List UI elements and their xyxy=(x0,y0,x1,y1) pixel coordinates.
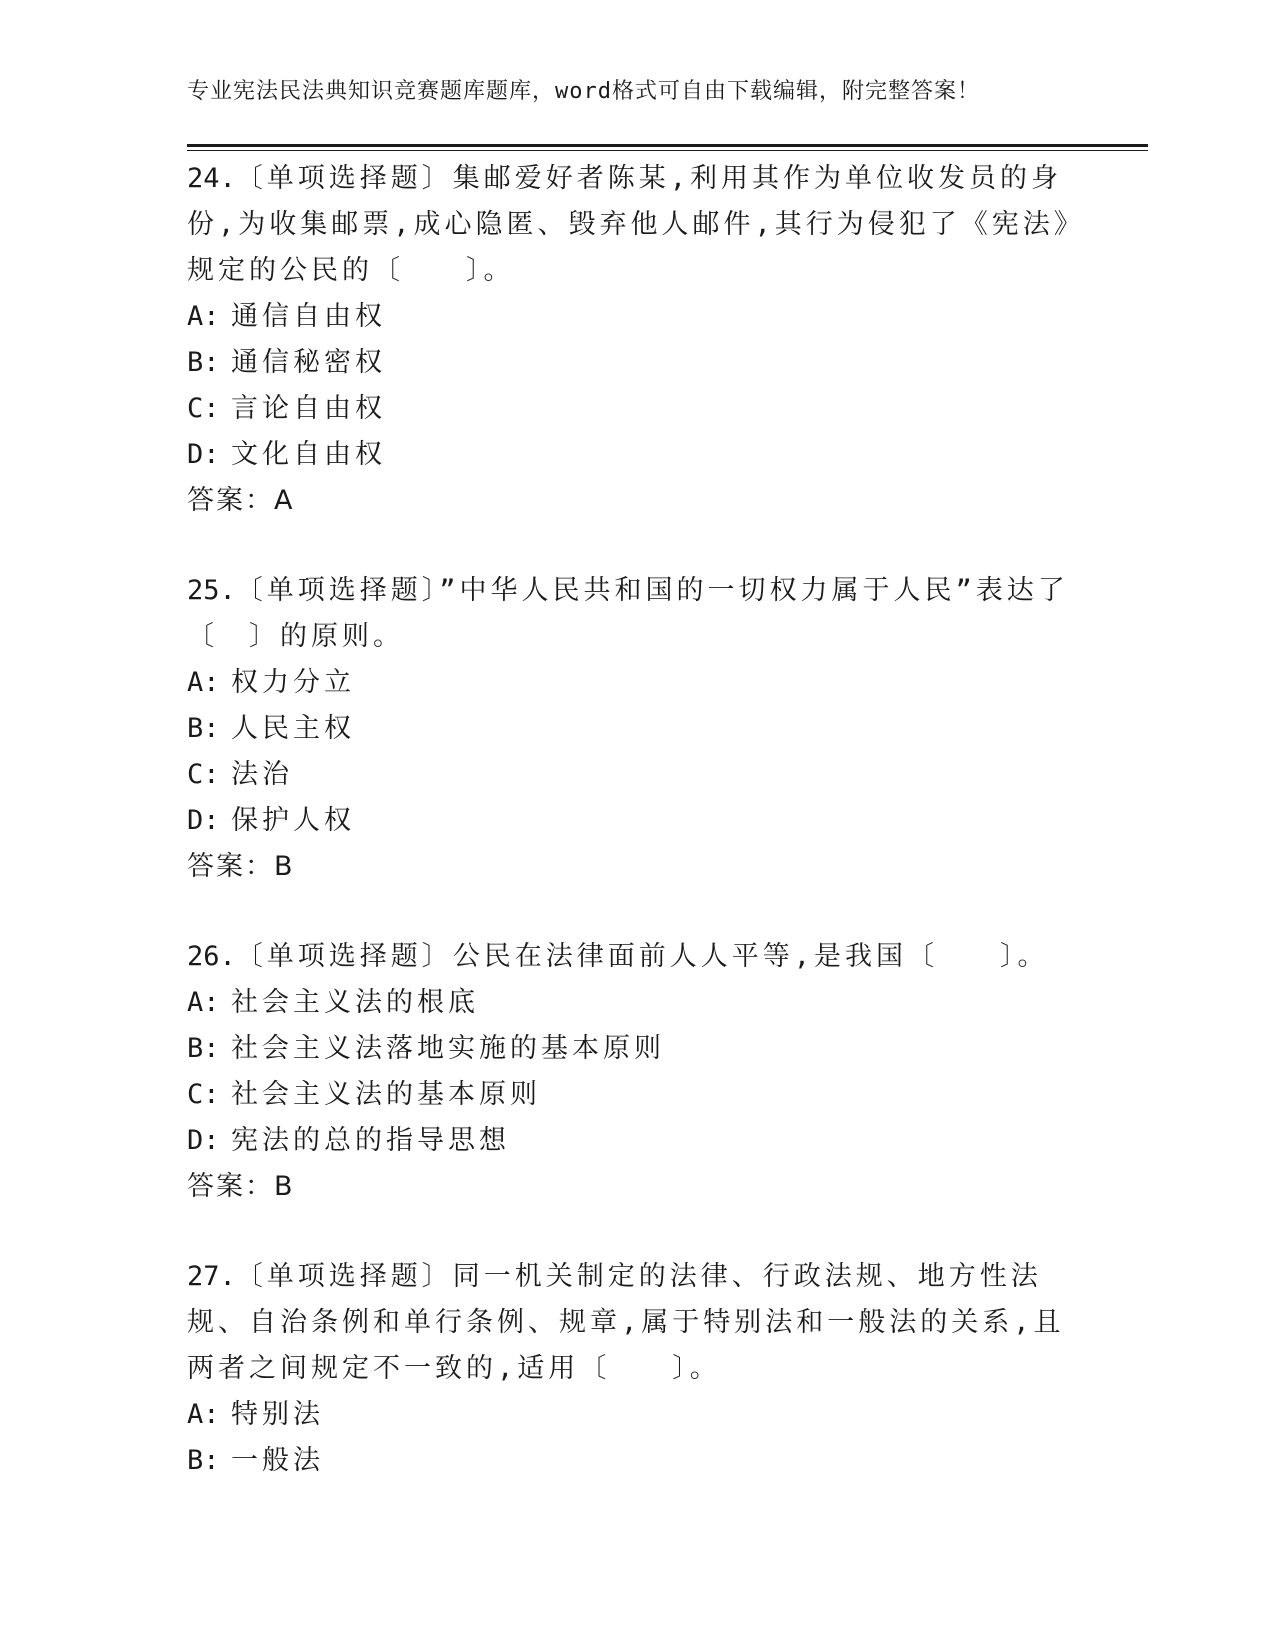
option-letter: C: xyxy=(187,1079,220,1110)
question-text xyxy=(187,1254,1087,1392)
question-number: 26. xyxy=(187,941,236,972)
option-letter: B: xyxy=(187,1445,220,1476)
answer-line: 答案：B xyxy=(187,851,295,882)
option-letter: B: xyxy=(187,1033,220,1064)
option-d xyxy=(187,432,1087,478)
option-letter: C: xyxy=(187,393,220,424)
option-letter: A: xyxy=(187,301,220,332)
answer-line: 答案：A xyxy=(187,485,295,516)
header-divider xyxy=(187,144,1148,147)
option-letter: D: xyxy=(187,805,220,836)
option-text: 社会主义法落地实施的基本原则 xyxy=(231,1033,665,1064)
question-number: 24. xyxy=(187,163,236,194)
option-d xyxy=(187,798,1087,844)
question-stem: 〔单项选择题〕集邮爱好者陈某,利用其作为单位收发员的身份,为收集邮票,成心隐匿、毁弃他人邮件,其行为侵犯了《宪法》规定的公民的〔 〕。 xyxy=(187,163,1085,286)
option-c xyxy=(187,1072,1087,1118)
option-text: 文化自由权 xyxy=(231,439,386,470)
option-text: 言论自由权 xyxy=(231,393,386,424)
question-block xyxy=(187,934,1087,1210)
option-d xyxy=(187,1118,1087,1164)
question-block xyxy=(187,156,1087,524)
option-letter: C: xyxy=(187,759,220,790)
option-text: 通信自由权 xyxy=(231,301,386,332)
question-stem: 〔单项选择题〕同一机关制定的法律、行政法规、地方性法规、自治条例和单行条例、规章,属于特别法和一般法的关系,且两者之间规定不一致的,适用〔 〕。 xyxy=(187,1261,1065,1384)
option-b xyxy=(187,706,1087,752)
option-a xyxy=(187,294,1087,340)
question-text xyxy=(187,934,1087,980)
question-number: 25. xyxy=(187,575,236,606)
option-letter: B: xyxy=(187,347,220,378)
option-letter: A: xyxy=(187,1399,220,1430)
answer-line: 答案：B xyxy=(187,1171,295,1202)
option-text: 通信秘密权 xyxy=(231,347,386,378)
question-text xyxy=(187,568,1087,660)
option-text: 宪法的总的指导思想 xyxy=(231,1125,510,1156)
option-a xyxy=(187,980,1087,1026)
option-text: 保护人权 xyxy=(231,805,355,836)
option-b xyxy=(187,340,1087,386)
question-stem: 〔单项选择题〕”中华人民共和国的一切权力属于人民”表达了〔 〕的原则。 xyxy=(187,575,1069,652)
option-a xyxy=(187,1392,1087,1438)
option-text: 特别法 xyxy=(231,1399,324,1430)
option-text: 法治 xyxy=(231,759,293,790)
option-text: 一般法 xyxy=(231,1445,324,1476)
option-text: 人民主权 xyxy=(231,713,355,744)
option-text: 社会主义法的根底 xyxy=(231,987,479,1018)
option-c xyxy=(187,386,1087,432)
option-b xyxy=(187,1026,1087,1072)
question-block xyxy=(187,568,1087,890)
option-letter: D: xyxy=(187,1125,220,1156)
question-list xyxy=(187,156,1087,1528)
option-c xyxy=(187,752,1087,798)
question-stem: 〔单项选择题〕公民在法律面前人人平等,是我国〔 〕。 xyxy=(235,941,1049,972)
option-text: 权力分立 xyxy=(231,667,355,698)
question-number: 27. xyxy=(187,1261,236,1292)
option-letter: A: xyxy=(187,667,220,698)
option-b xyxy=(187,1438,1087,1484)
question-block xyxy=(187,1254,1087,1484)
question-text xyxy=(187,156,1087,294)
option-a xyxy=(187,660,1087,706)
option-letter: A: xyxy=(187,987,220,1018)
option-text: 社会主义法的基本原则 xyxy=(231,1079,541,1110)
option-letter: B: xyxy=(187,713,220,744)
option-letter: D: xyxy=(187,439,220,470)
page-header: 专业宪法民法典知识竞赛题库题库，word格式可自由下载编辑，附完整答案！ xyxy=(187,79,980,104)
